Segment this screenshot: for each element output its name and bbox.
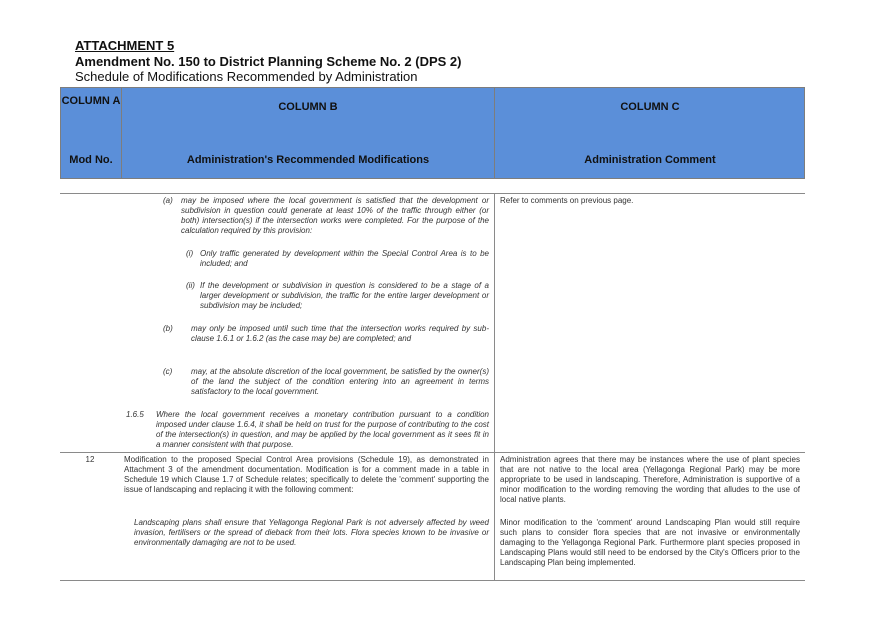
- column-c-header: COLUMN C: [620, 101, 680, 113]
- column-b-header: COLUMN B: [278, 101, 338, 113]
- table-row-divider: [60, 452, 805, 453]
- column-a-header: COLUMN A: [61, 95, 121, 107]
- clause-b-text: may only be imposed until such time that the intersection works required by sub-clause 1.6.1 or 1.6.2 (as the case may be) are completed; and: [191, 324, 489, 343]
- table-row-divider: [60, 580, 805, 581]
- clause-1-6-5-label: 1.6.5: [126, 410, 144, 419]
- attachment-title: ATTACHMENT 5: [75, 38, 175, 53]
- document-heading: [75, 38, 795, 84]
- clause-1-6-5-text: Where the local government receives a monetary contribution pursuant to a condition imposed under clause 1.6.4, it shall be held on trust for the purpose of contributing to the cost of the intersection(s) in question, and may be applied by the local government as it sees fit in a manner consistent with that purpose.: [156, 410, 489, 449]
- clause-a-label: (a): [163, 196, 173, 205]
- sub-clause-i-text: Only traffic generated by development within the Special Control Area is to be included; and: [200, 249, 489, 268]
- administration-comment-paragraph: Administration agrees that there may be instances where the use of plant species that are not native to the local area (Yellagonga Regional Park) may be more appropriate to be used in landscaping. Therefore, Administration is supportive of a minor modification to the wording removing the wording that alludes to the use of local native plants.: [500, 455, 800, 504]
- sub-clause-i-label: (i): [186, 249, 194, 258]
- administration-comment-paragraph: Minor modification to the 'comment' around Landscaping Plan would still require such plans to consider flora species that are not invasive or environmentally damaging to the Yellagonga Regional Park. Furthermore plant species proposed in Landscaping Plans would still need to be endorsed by the City's Officers prior to the Landscaping Plan being implemented.: [500, 518, 800, 567]
- clause-a-text: may be imposed where the local government is satisfied that the development or subdivision in question could generate at least 10% of the traffic through either (or both) intersection(s) if the intersection works were completed. For the purpose of the calculation required by this provision:: [181, 196, 489, 235]
- modification-description: Modification to the proposed Special Control Area provisions (Schedule 19), as demonstrated in Attachment 3 of the amendment documentation. Modification is for a comment made in a table in Schedule 19 which Clause 1.7 of Schedule relates; specifically to delete the 'comment' supporting the issue of landscaping and replacing it with the following comment:: [124, 455, 489, 494]
- table-row-divider: [60, 193, 805, 194]
- sub-clause-ii-text: If the development or subdivision in question is considered to be a stage of a larger development or subdivision, the traffic for the entire larger development or subdivision may be included;: [200, 281, 489, 310]
- clause-c-label: (c): [163, 367, 173, 376]
- refer-previous-comment: Refer to comments on previous page.: [500, 196, 634, 205]
- table-header: [60, 87, 805, 179]
- mod-number: 12: [85, 455, 95, 464]
- administration-comment-header: Administration Comment: [584, 154, 716, 166]
- mod-no-header: Mod No.: [69, 154, 113, 166]
- recommended-modifications-header: Administration's Recommended Modifications: [186, 154, 430, 166]
- landscaping-comment-quote: Landscaping plans shall ensure that Yellagonga Regional Park is not adversely affected by weed invasion, fertilisers or the spread of dieback from their lots. Flora species known to be invasive or environmentally damaging are not to be used.: [134, 518, 489, 547]
- sub-clause-ii-label: (ii): [186, 281, 195, 290]
- column-divider: [494, 193, 495, 581]
- clause-c-text: may, at the absolute discretion of the local government, be satisfied by the owner(s) of the land the subject of the condition entering into an agreement in terms satisfactory to the local government.: [191, 367, 489, 396]
- schedule-subtitle: Schedule of Modifications Recommended by Administration: [75, 69, 418, 84]
- amendment-title: Amendment No. 150 to District Planning Scheme No. 2 (DPS 2): [75, 54, 462, 69]
- clause-b-label: (b): [163, 324, 173, 333]
